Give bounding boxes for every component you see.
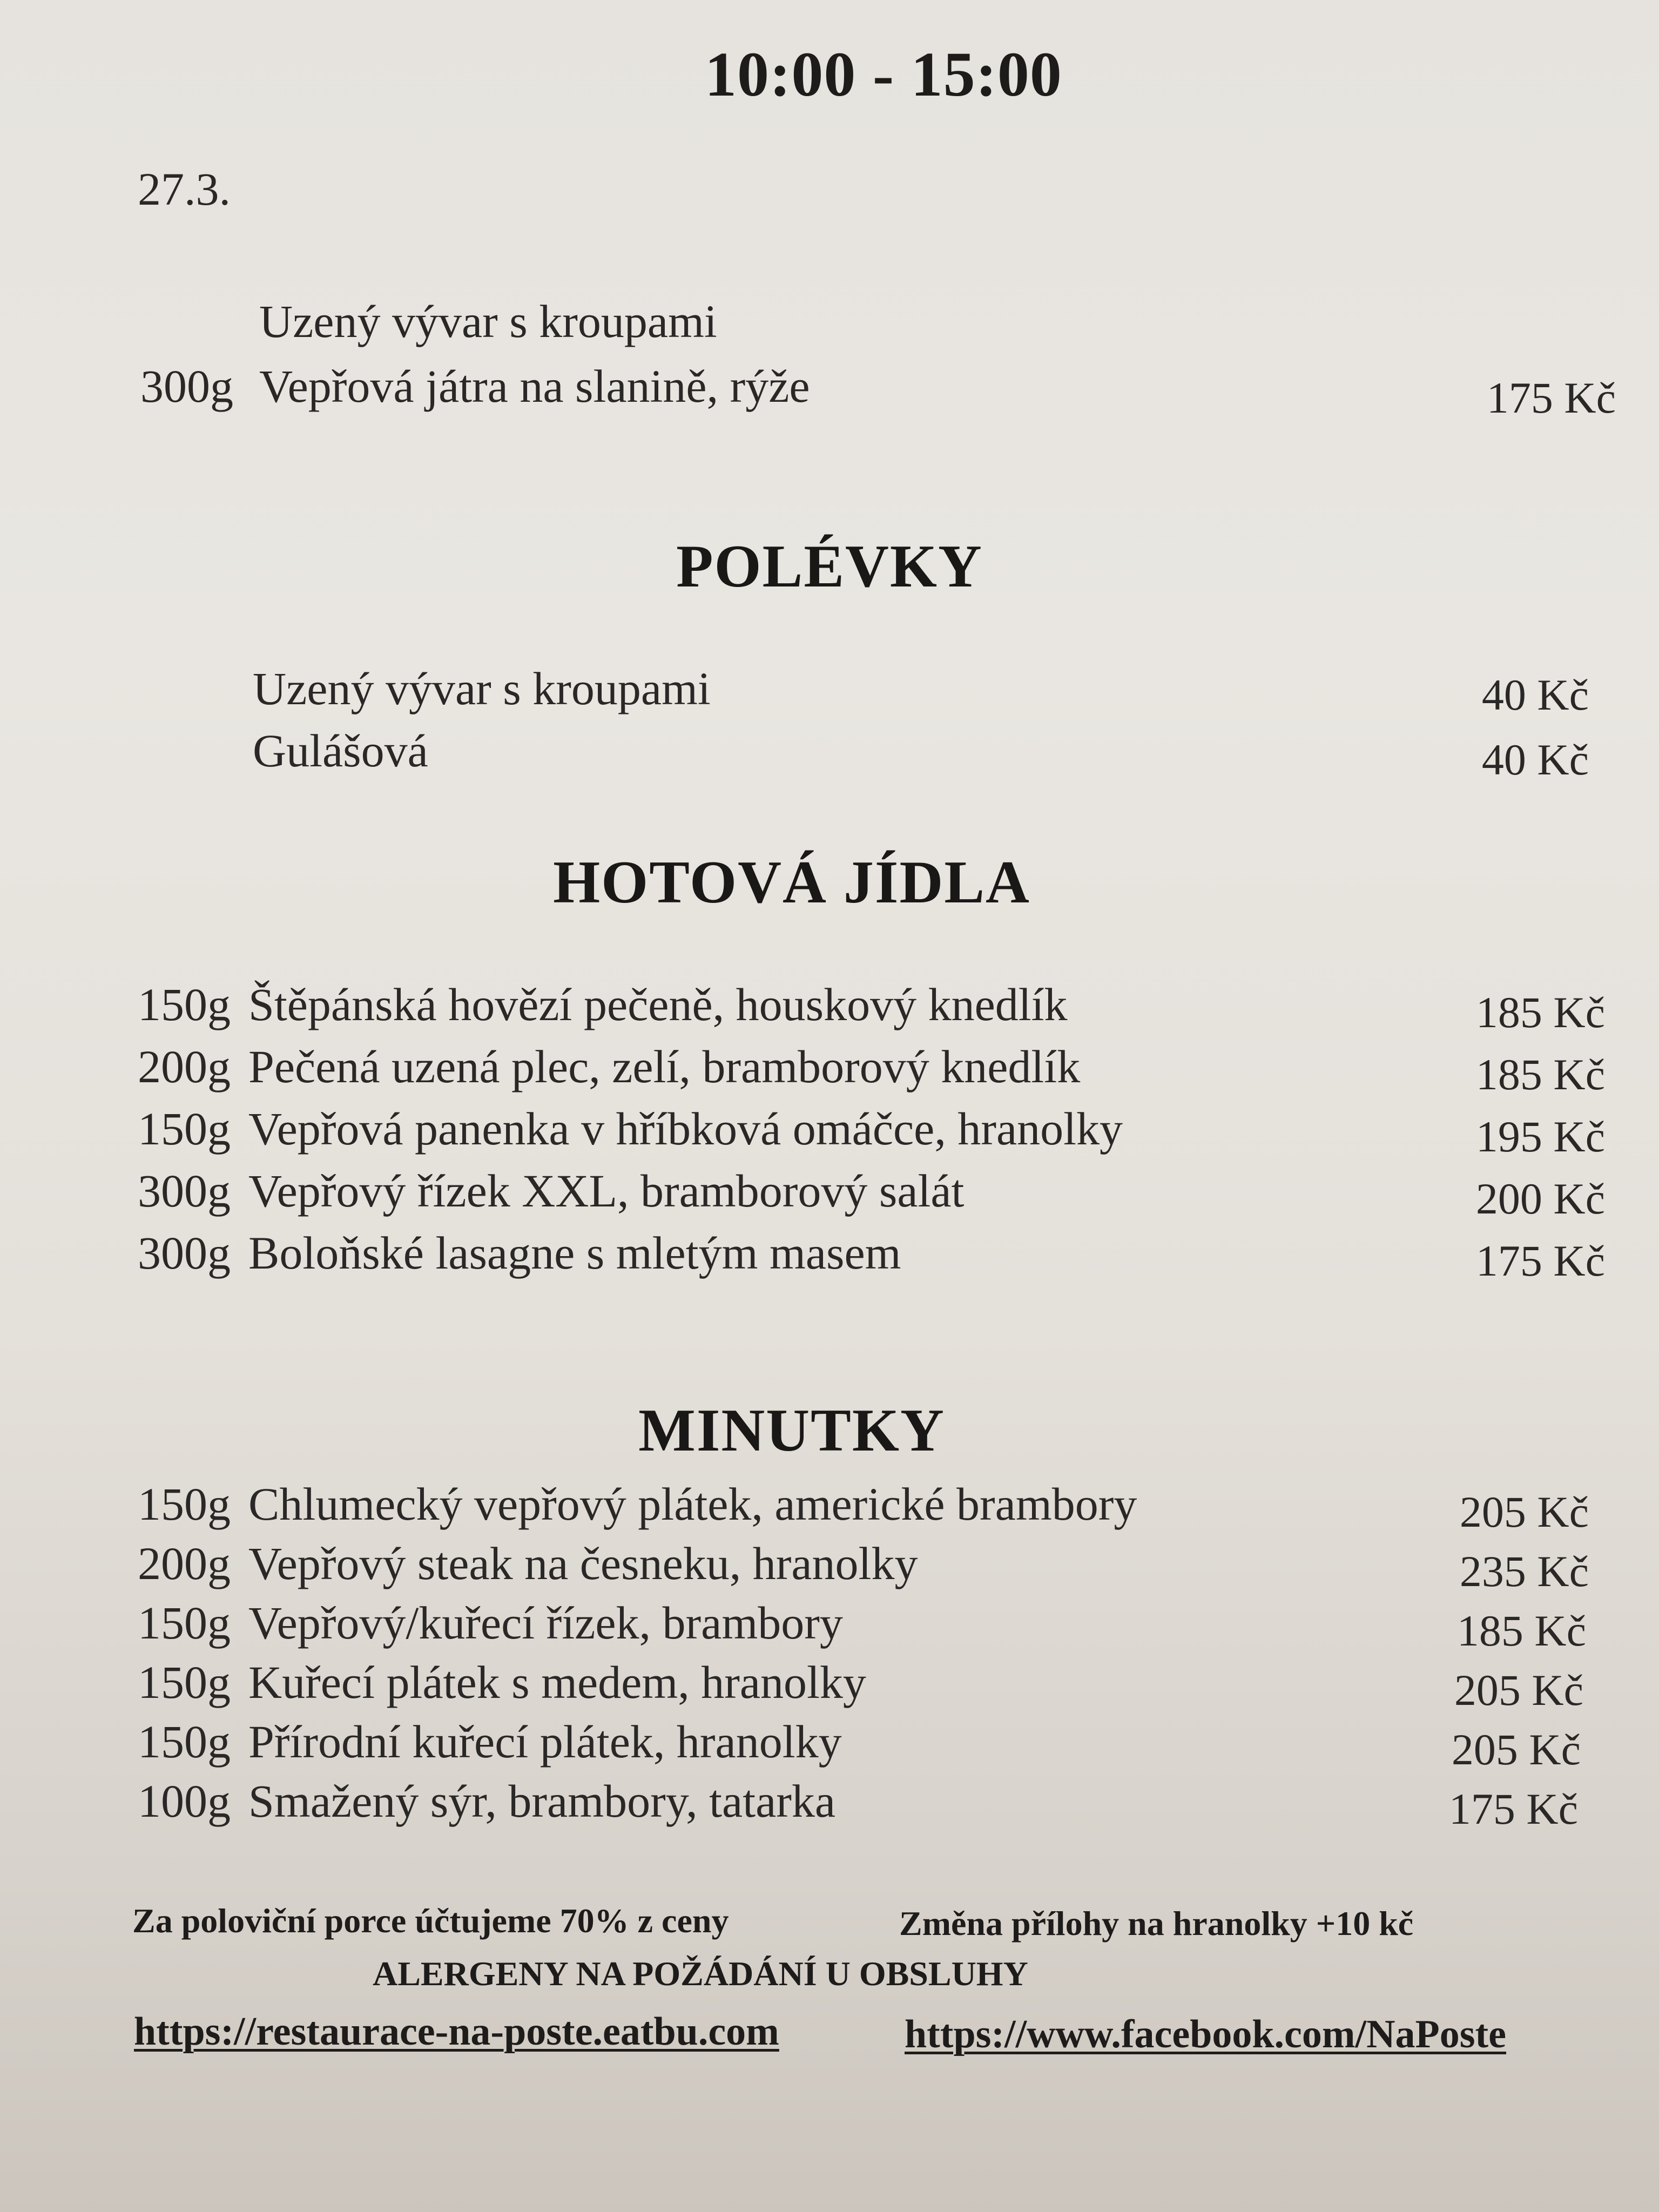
menu-item-row (0, 1715, 1659, 1774)
item-weight: 200g (138, 1537, 231, 1589)
item-weight: 150g (138, 1103, 231, 1155)
soup-name: Uzený vývar s kroupami (253, 663, 711, 714)
item-weight: 150g (138, 1716, 231, 1768)
menu-item-row (0, 1226, 1659, 1285)
daily-main-weight: 300g (140, 360, 233, 412)
half-portion-note: Za poloviční porce účtujeme 70% z ceny (132, 1901, 729, 1940)
item-weight: 200g (138, 1041, 231, 1092)
menu-item-row (0, 1164, 1659, 1223)
opening-hours: 10:00 - 15:00 (705, 39, 1062, 110)
daily-main-name: Vepřová játra na slanině, rýže (259, 360, 810, 412)
item-name: Štěpánská hovězí pečeně, houskový knedlík (248, 979, 1068, 1030)
menu-item-row (0, 1477, 1659, 1536)
item-price: 175 Kč (1475, 1236, 1605, 1285)
item-name: Vepřová panenka v hříbková omáčce, hranolky (248, 1103, 1123, 1155)
item-price: 185 Kč (1456, 1606, 1586, 1655)
section-title-soups: POLÉVKY (676, 533, 983, 600)
menu-item-row (0, 1774, 1659, 1833)
soup-price: 40 Kč (1481, 670, 1589, 719)
item-price: 205 Kč (1454, 1665, 1583, 1715)
menu-item-row (0, 1596, 1659, 1655)
item-name: Vepřový/kuřecí řízek, brambory (248, 1597, 843, 1649)
side-change-note: Změna přílohy na hranolky +10 kč (899, 1904, 1414, 1943)
item-price: 195 Kč (1475, 1112, 1605, 1161)
item-name: Boloňské lasagne s mletým masem (248, 1227, 901, 1279)
daily-main-price: 175 Kč (1486, 373, 1616, 422)
menu-item-row (0, 1536, 1659, 1596)
daily-main-row (0, 359, 1659, 422)
item-price: 185 Kč (1475, 988, 1605, 1037)
menu-item-row (0, 1102, 1659, 1161)
item-name: Chlumecký vepřový plátek, americké brambory (248, 1478, 1137, 1530)
item-price: 175 Kč (1448, 1784, 1578, 1833)
item-price: 235 Kč (1459, 1547, 1589, 1596)
item-price: 205 Kč (1451, 1725, 1581, 1774)
daily-soup-name: Uzený vývar s kroupami (259, 295, 717, 347)
item-name: Přírodní kuřecí plátek, hranolky (248, 1716, 842, 1768)
item-weight: 150g (138, 979, 231, 1030)
item-weight: 100g (138, 1775, 231, 1827)
section-title-minutky: MINUTKY (638, 1397, 945, 1464)
item-weight: 300g (138, 1227, 231, 1279)
facebook-link[interactable]: https://www.facebook.com/NaPoste (905, 2012, 1507, 2056)
item-price: 185 Kč (1475, 1050, 1605, 1099)
item-weight: 300g (138, 1165, 231, 1217)
item-weight: 150g (138, 1656, 231, 1708)
section-title-ready-meals: HOTOVÁ JÍDLA (553, 849, 1030, 916)
menu-item-row (0, 1655, 1659, 1715)
item-name: Vepřový steak na česneku, hranolky (248, 1537, 918, 1589)
item-price: 205 Kč (1459, 1487, 1589, 1536)
item-name: Pečená uzená plec, zelí, bramborový knedlík (248, 1041, 1081, 1092)
website-link[interactable]: https://restaurace-na-poste.eatbu.com (134, 2009, 779, 2054)
menu-item-row (0, 1040, 1659, 1099)
soup-name: Gulášová (253, 725, 428, 777)
soup-row (0, 724, 1659, 783)
item-name: Smažený sýr, brambory, tatarka (248, 1775, 836, 1827)
menu-item-row (0, 977, 1659, 1037)
daily-soup-row (0, 294, 1659, 354)
item-name: Kuřecí plátek s medem, hranolky (248, 1656, 866, 1708)
item-name: Vepřový řízek XXL, bramborový salát (248, 1165, 965, 1217)
soup-row (0, 662, 1659, 721)
item-weight: 150g (138, 1478, 231, 1530)
item-weight: 150g (138, 1597, 231, 1649)
menu-date: 27.3. (138, 163, 231, 215)
allergens-note: ALERGENY NA POŽÁDÁNÍ U OBSLUHY (373, 1954, 1028, 1993)
soup-price: 40 Kč (1481, 735, 1589, 784)
item-price: 200 Kč (1475, 1174, 1605, 1223)
